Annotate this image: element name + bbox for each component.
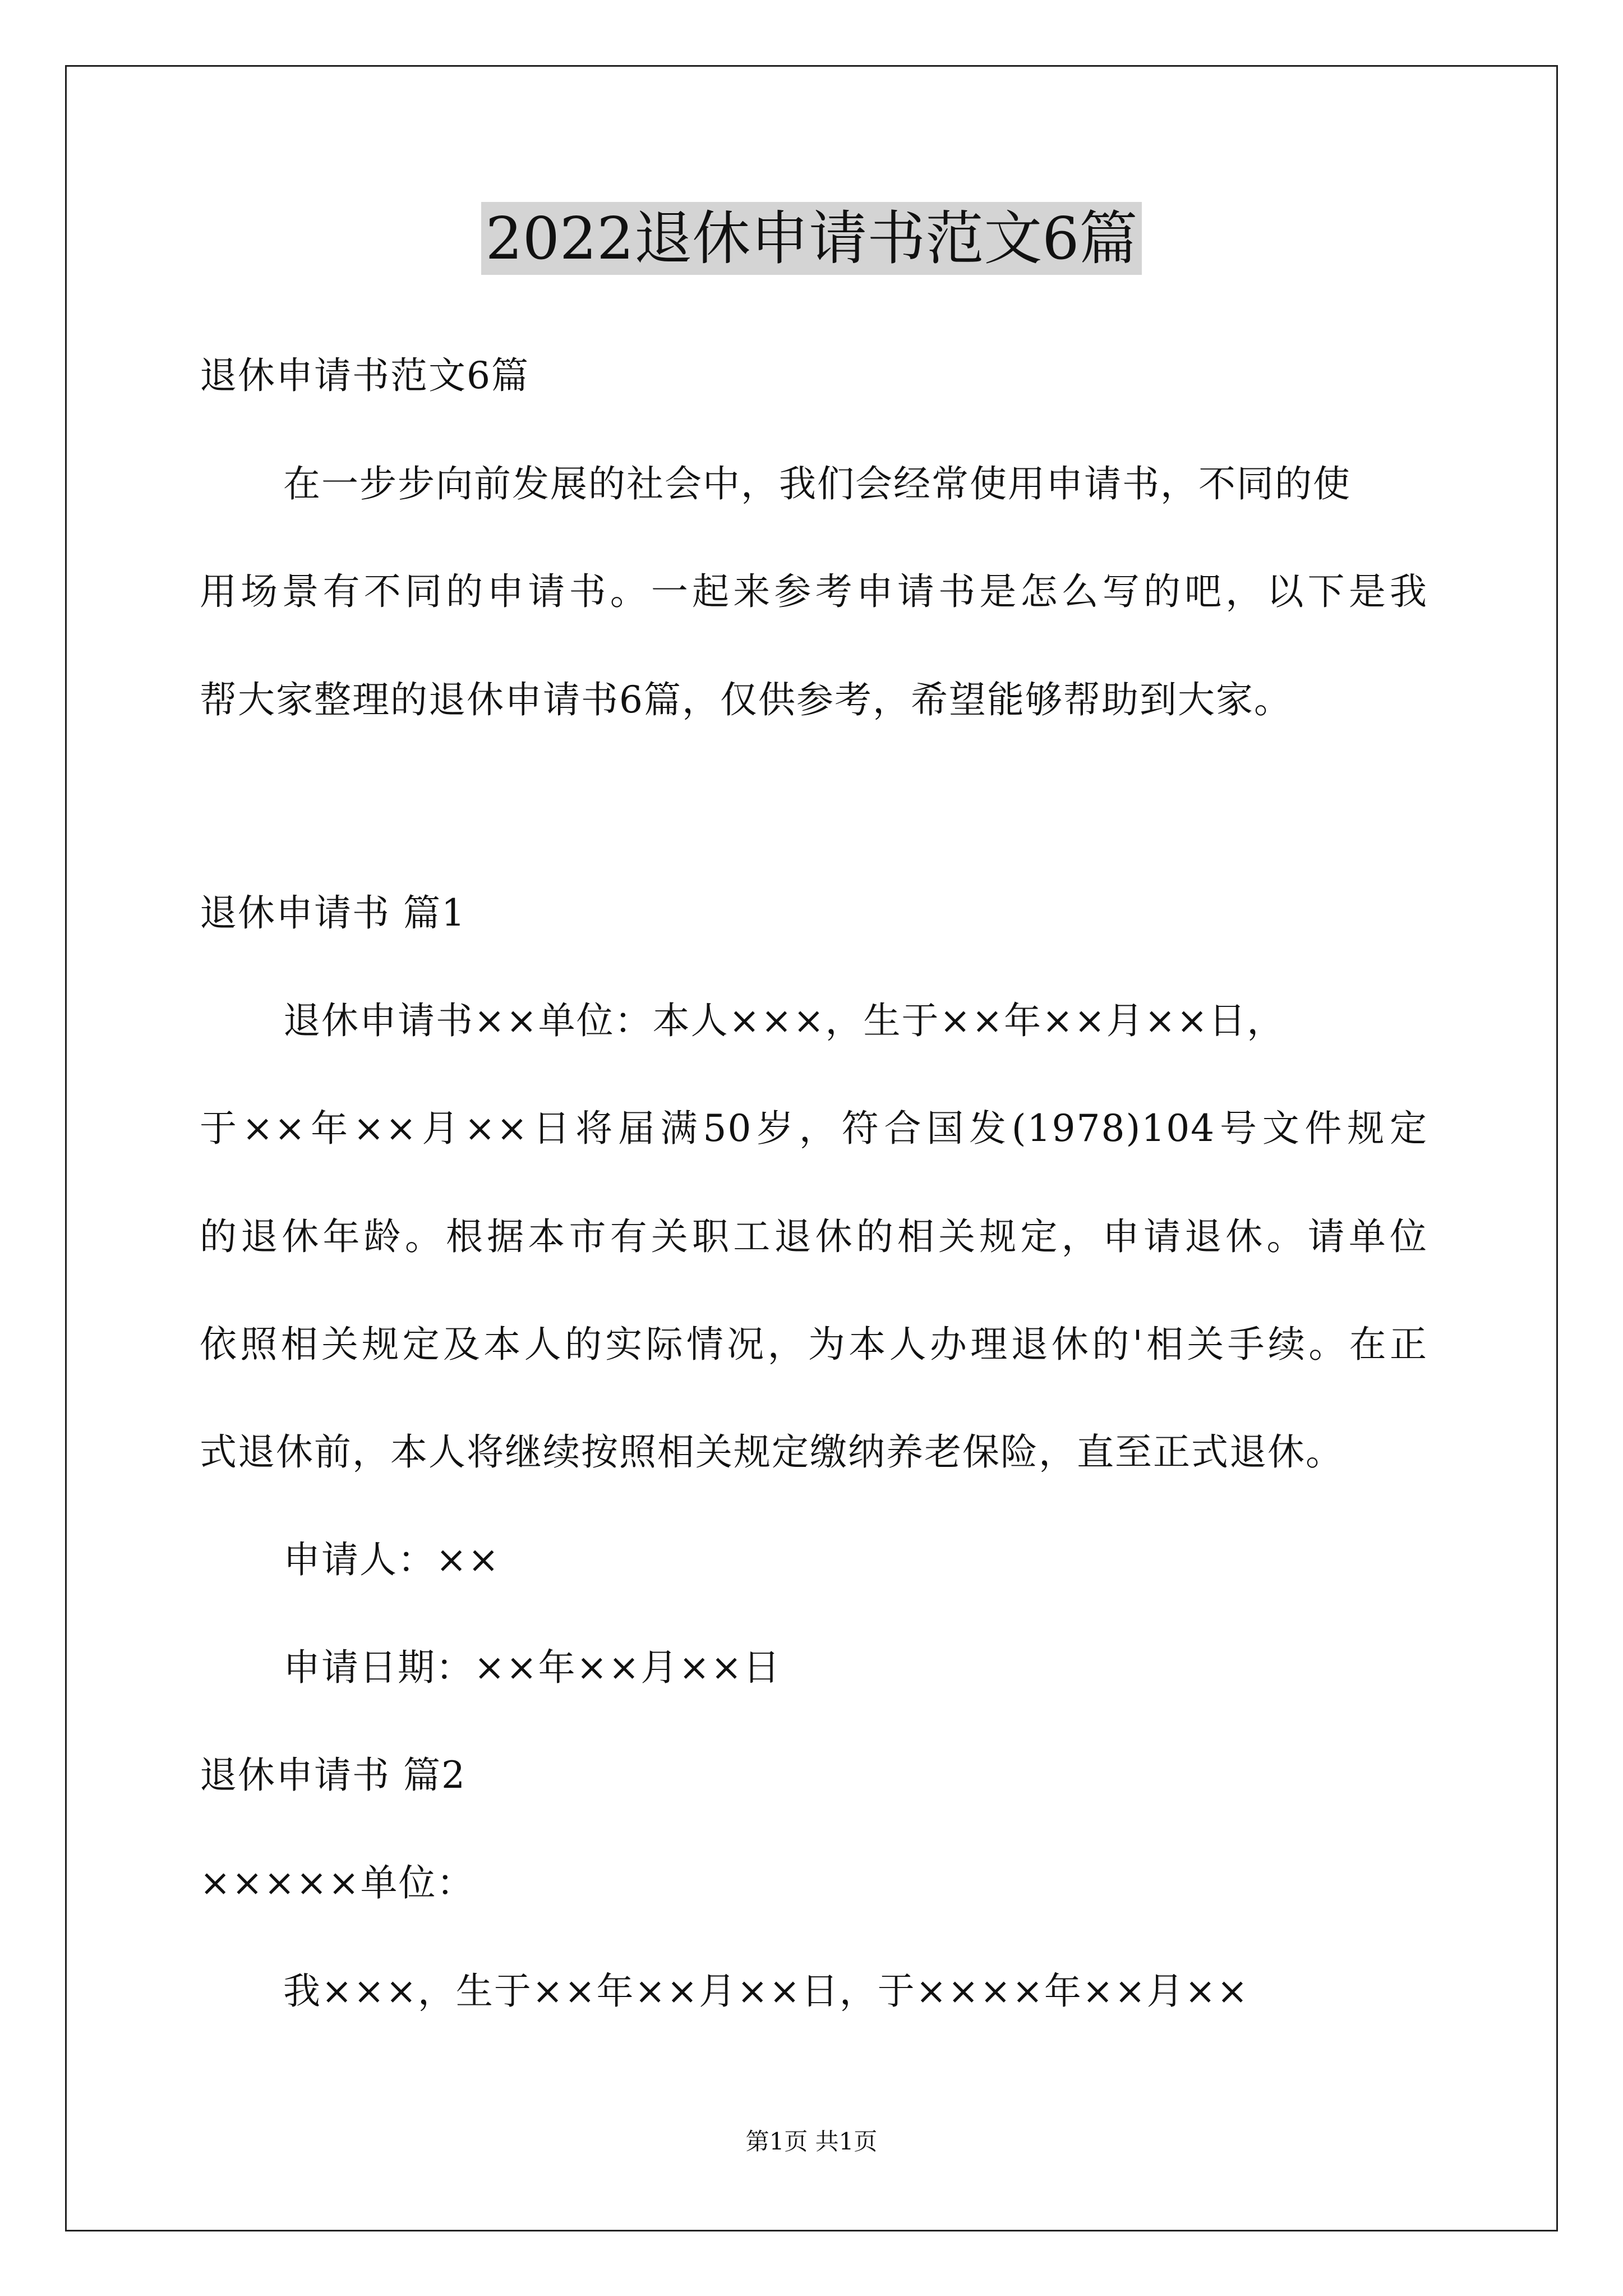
section-1-body-line-2: 于××年××月××日将届满50岁，符合国发(1978)104号文件规定 <box>200 1107 1428 1150</box>
section-2-heading: 退休申请书 篇2 <box>200 1754 466 1797</box>
section-1-body-line-4: 依照相关规定及本人的实际情况，为本人办理退休的'相关手续。在正 <box>200 1323 1428 1366</box>
section-1-applicant: 申请人：×× <box>283 1538 500 1581</box>
section-2-body-line-1: 我×××，生于××年××月××日，于××××年××月×× <box>283 1970 1249 2013</box>
section-1-date: 申请日期：××年××月××日 <box>283 1646 781 1689</box>
document-title <box>0 199 1623 278</box>
section-1-body-line-5: 式退休前，本人将继续按照相关规定缴纳养老保险，直至正式退休。 <box>200 1430 1344 1474</box>
intro-line-2: 用场景有不同的申请书。一起来参考申请书是怎么写的吧，以下是我 <box>200 570 1428 613</box>
section-2-recipient: ×××××单位： <box>200 1861 475 1904</box>
section-1-body-line-3: 的退休年龄。根据本市有关职工退休的相关规定，申请退休。请单位 <box>200 1215 1428 1258</box>
section-1-heading: 退休申请书 篇1 <box>200 891 466 935</box>
subtitle: 退休申请书范文6篇 <box>200 354 529 397</box>
intro-line-1: 在一步步向前发展的社会中，我们会经常使用申请书，不同的使 <box>283 462 1351 505</box>
section-1-body-line-1: 退休申请书××单位：本人×××，生于××年××月××日， <box>283 999 1285 1042</box>
intro-line-3: 帮大家整理的退休申请书6篇，仅供参考，希望能够帮助到大家。 <box>200 678 1292 721</box>
document-title-text: 2022退休申请书范文6篇 <box>481 202 1142 275</box>
page-footer: 第1页 共1页 <box>745 2128 878 2155</box>
